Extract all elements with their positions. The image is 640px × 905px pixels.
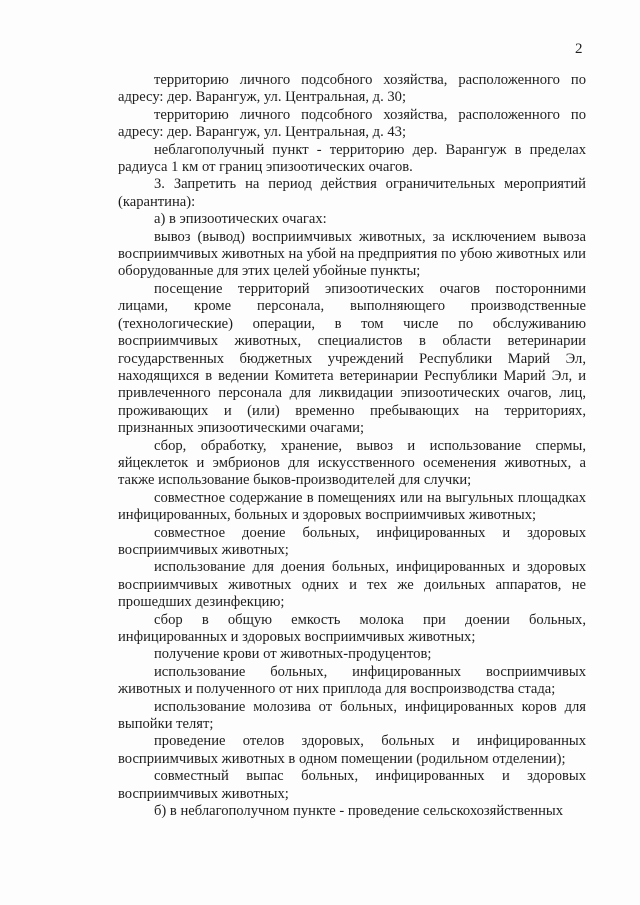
paragraph-milk-collection: сбор в общую емкость молока при доении больных, инфицированных и здоровых восприимчивых животных; [118, 611, 586, 645]
paragraph-reproduction: использование больных, инфицированных восприимчивых животных и полученного от них приплода для воспроизводства стада; [118, 663, 586, 698]
paragraph-subitem-a: а) в эпизоотических очагах: [154, 211, 327, 228]
paragraph-subitem-b: б) в неблагополучном пункте - проведение сельскохозяйственных [154, 803, 564, 820]
paragraph-grazing: совместный выпас больных, инфицированных и здоровых восприимчивых животных; [118, 768, 586, 802]
paragraph-item-3: 3. Запретить на период действия ограничительных мероприятий (карантина): [118, 176, 586, 210]
paragraph-calving: проведение отелов здоровых, больных и инфицированных восприимчивых животных в одном помещении (родильном отделении); [118, 733, 586, 767]
paragraph-joint-keeping: совместное содержание в помещениях или на выгульных площадках инфицированных, больных и здоровых восприимчивых животных; [118, 489, 586, 524]
paragraph-joint-milking: совместное доение больных, инфицированных и здоровых восприимчивых животных; [118, 524, 586, 558]
document-body [118, 72, 586, 820]
paragraph-unfavorable-point: неблагополучный пункт - территорию дер. Варангуж в пределах радиуса 1 км от границ эпизоотических очагов. [118, 141, 586, 176]
paragraph-visit-ban: посещение территорий эпизоотических очагов посторонними лицами, кроме персонала, выполняющего производственные (технологические) операции, в том числе по обслуживанию восприимчивых животных, специалистов в области ветеринарии государственных бюджетных учреждений Республики Марий Эл, находящихся в ведении Комитета ветеринарии Республики Марий Эл, и привлеченного персонала для ликвидации эпизоотических очагов, лиц, проживающих и (или) временно пребывающих на территориях, признанных эпизоотическими очагами; [118, 280, 586, 437]
paragraph-household-30: территорию личного подсобного хозяйства, расположенного по адресу: дер. Варангуж, ул. Центральная, д. 30; [118, 72, 586, 106]
page-number: 2 [575, 41, 583, 57]
paragraph-colostrum: использование молозива от больных, инфицированных коров для выпойки телят; [118, 698, 586, 733]
paragraph-household-43: территорию личного подсобного хозяйства, расположенного по адресу: дер. Варангуж, ул. Центральная, д. 43; [118, 106, 586, 141]
paragraph-milking-equipment: использование для доения больных, инфицированных и здоровых восприимчивых животных одних и тех же доильных аппаратов, не прошедших дезинфекцию; [118, 559, 586, 611]
paragraph-export-ban: вывоз (вывод) восприимчивых животных, за исключением вывоза восприимчивых животных на убой на предприятия по убою животных или оборудованные для этих целей убойные пункты; [118, 228, 586, 280]
paragraph-blood-collection: получение крови от животных-продуцентов; [154, 646, 432, 663]
paragraph-sperm-ban: сбор, обработку, хранение, вывоз и использование спермы, яйцеклеток и эмбрионов для искусственного осеменения животных, а также использование быков-производителей для случки; [118, 437, 586, 489]
